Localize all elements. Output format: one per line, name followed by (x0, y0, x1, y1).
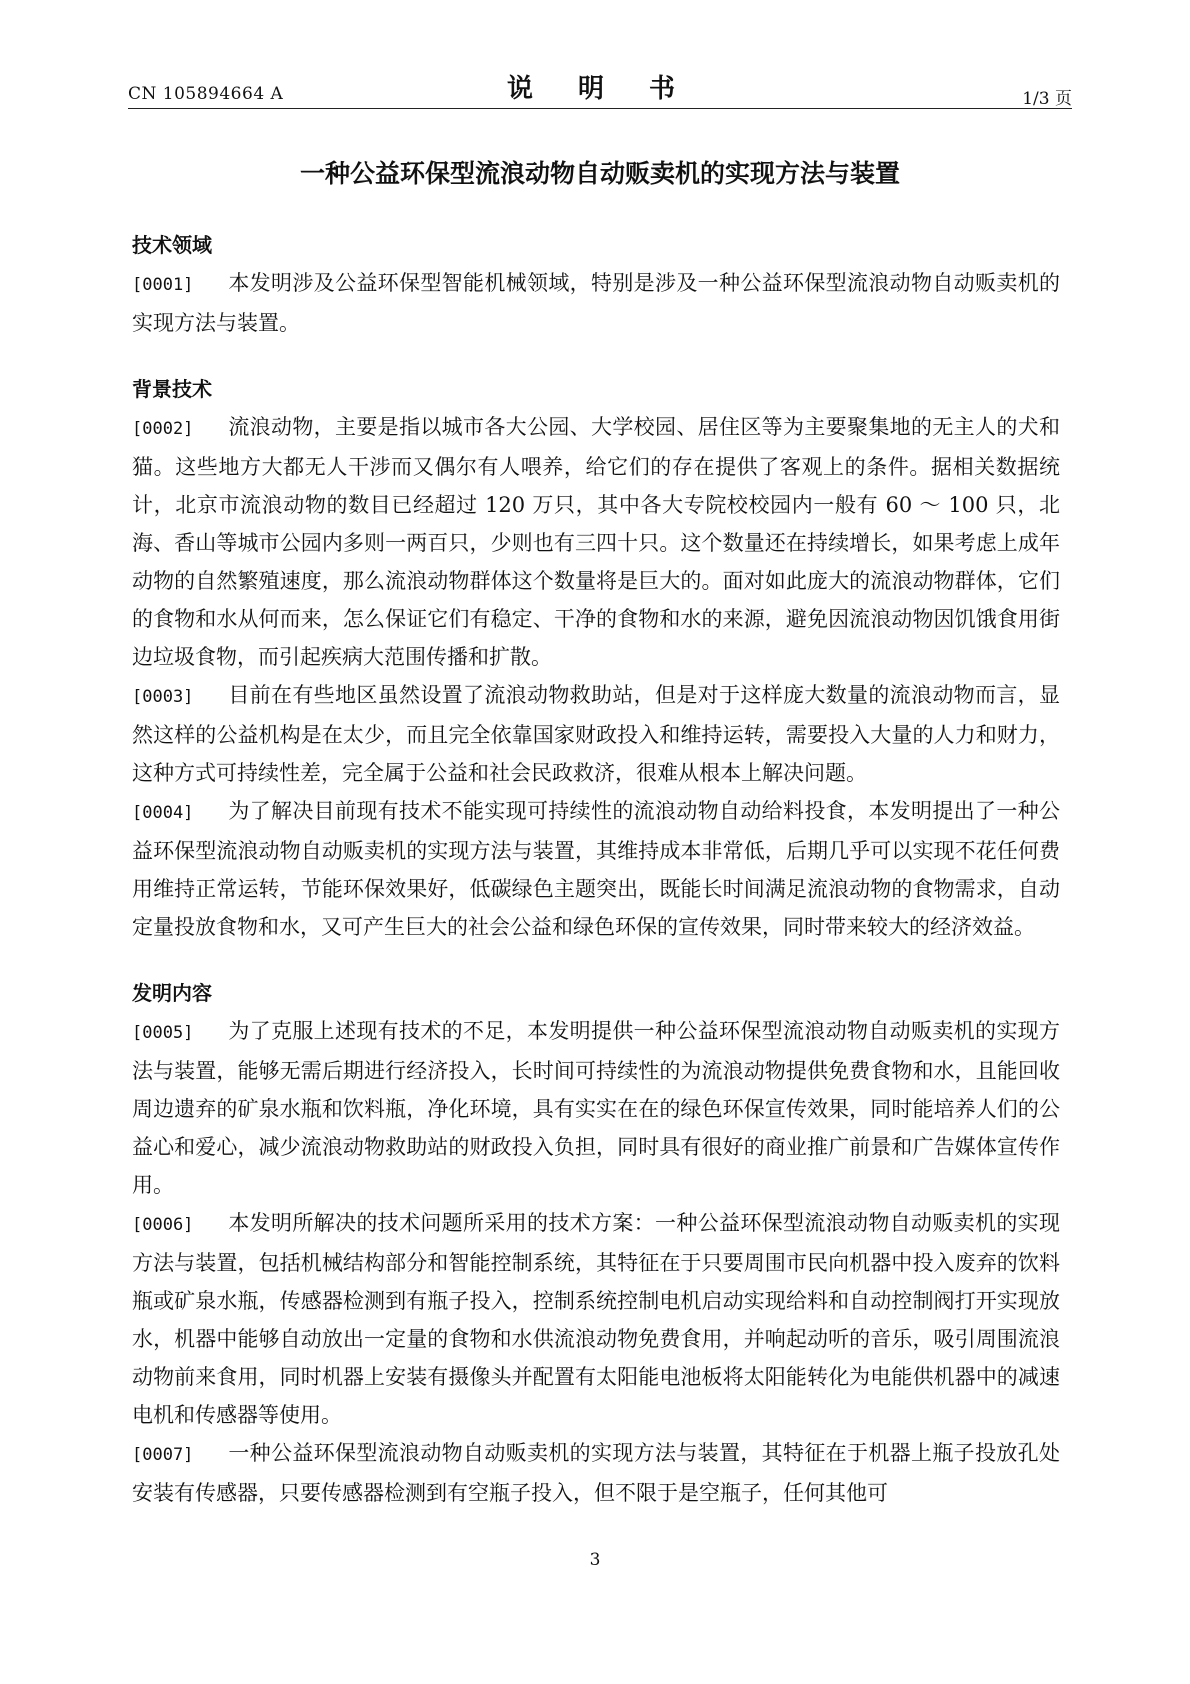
paragraph-text: 为了克服上述现有技术的不足，本发明提供一种公益环保型流浪动物自动贩卖机的实现方法与装置，能够无需后期进行经济投入，长时间可持续性的为流浪动物提供免费食物和水，且能回收周边遗弃的矿泉水瓶和饮料瓶，净化环境，具有实实在在的绿色环保宣传效果，同时能培养人们的公益心和爱心，减少流浪动物救助站的财政投入负担，同时具有很好的商业推广前景和广告媒体宣传作用。 (132, 1019, 1060, 1197)
page-number: 3 (589, 1550, 601, 1570)
section-title: 说 明 书 (506, 74, 694, 104)
section-heading: 发明内容 (132, 981, 212, 1005)
paragraph (132, 1434, 1060, 1512)
paragraph-text: 流浪动物，主要是指以城市各大公园、大学校园、居住区等为主要聚集地的无主人的犬和猫。这些地方大都无人干涉而又偶尔有人喂养，给它们的存在提供了客观上的条件。据相关数据统计，北京市流浪动物的数目已经超过 120 万只，其中各大专院校校园内一般有 60 ～ 100 只，北海、香山等城市公园内多则一两百只，少则也有三四十只。这个数量还在持续增长，如果考虑上成年动物的自然繁殖速度，那么流浪动物群体这个数量将是巨大的。面对如此庞大的流浪动物群体，它们的食物和水从何而来，怎么保证它们有稳定、干净的食物和水的来源，避免因流浪动物因饥饿食用街边垃圾食物，而引起疾病大范围传播和扩散。 (132, 415, 1060, 669)
section-invention-content (132, 974, 1060, 1512)
paragraph-number: [0004] (132, 803, 194, 823)
paragraph-number: [0002] (132, 419, 194, 439)
paragraph-text: 为了解决目前现有技术不能实现可持续性的流浪动物自动给料投食，本发明提出了一种公益环保型流浪动物自动贩卖机的实现方法与装置，其维持成本非常低，后期几乎可以实现不花任何费用维持正常运转，节能环保效果好，低碳绿色主题突出，既能长时间满足流浪动物的食物需求，自动定量投放食物和水，又可产生巨大的社会公益和绿色环保的宣传效果，同时带来较大的经济效益。 (132, 799, 1060, 939)
document-body (132, 226, 1060, 1512)
document-number: CN 105894664 A (128, 84, 284, 104)
section-background (132, 370, 1060, 946)
section-heading: 技术领域 (132, 233, 212, 257)
paragraph (132, 1012, 1060, 1204)
paragraph (132, 1204, 1060, 1434)
paragraph-number: [0001] (132, 275, 194, 295)
page-indicator: 1/3 页 (1022, 89, 1072, 109)
paragraph-number: [0005] (132, 1023, 194, 1043)
paragraph (132, 264, 1060, 342)
section-heading: 背景技术 (132, 377, 212, 401)
paragraph-number: [0006] (132, 1215, 194, 1235)
paragraph (132, 676, 1060, 792)
page-header (128, 64, 1072, 110)
paragraph-text: 一种公益环保型流浪动物自动贩卖机的实现方法与装置，其特征在于机器上瓶子投放孔处安装有传感器，只要传感器检测到有空瓶子投入，但不限于是空瓶子，任何其他可 (132, 1441, 1060, 1505)
header-divider (128, 108, 1072, 109)
paragraph (132, 408, 1060, 676)
document-title: 一种公益环保型流浪动物自动贩卖机的实现方法与装置 (299, 159, 900, 188)
paragraph-text: 本发明所解决的技术问题所采用的技术方案：一种公益环保型流浪动物自动贩卖机的实现方法与装置，包括机械结构部分和智能控制系统，其特征在于只要周围市民向机器中投入废弃的饮料瓶或矿泉水瓶，传感器检测到有瓶子投入，控制系统控制电机启动实现给料和自动控制阀打开实现放水，机器中能够自动放出一定量的食物和水供流浪动物免费食用，并响起动听的音乐，吸引周围流浪动物前来食用，同时机器上安装有摄像头并配置有太阳能电池板将太阳能转化为电能供机器中的减速电机和传感器等使用。 (132, 1211, 1060, 1427)
paragraph (132, 792, 1060, 946)
paragraph-text: 本发明涉及公益环保型智能机械领域，特别是涉及一种公益环保型流浪动物自动贩卖机的实现方法与装置。 (132, 271, 1060, 335)
paragraph-number: [0003] (132, 687, 194, 707)
paragraph-text: 目前在有些地区虽然设置了流浪动物救助站，但是对于这样庞大数量的流浪动物而言，显然这样的公益机构是在太少，而且完全依靠国家财政投入和维持运转，需要投入大量的人力和财力，这种方式可持续性差，完全属于公益和社会民政救济，很难从根本上解决问题。 (132, 683, 1060, 785)
section-technical-field (132, 226, 1060, 342)
paragraph-number: [0007] (132, 1445, 194, 1465)
